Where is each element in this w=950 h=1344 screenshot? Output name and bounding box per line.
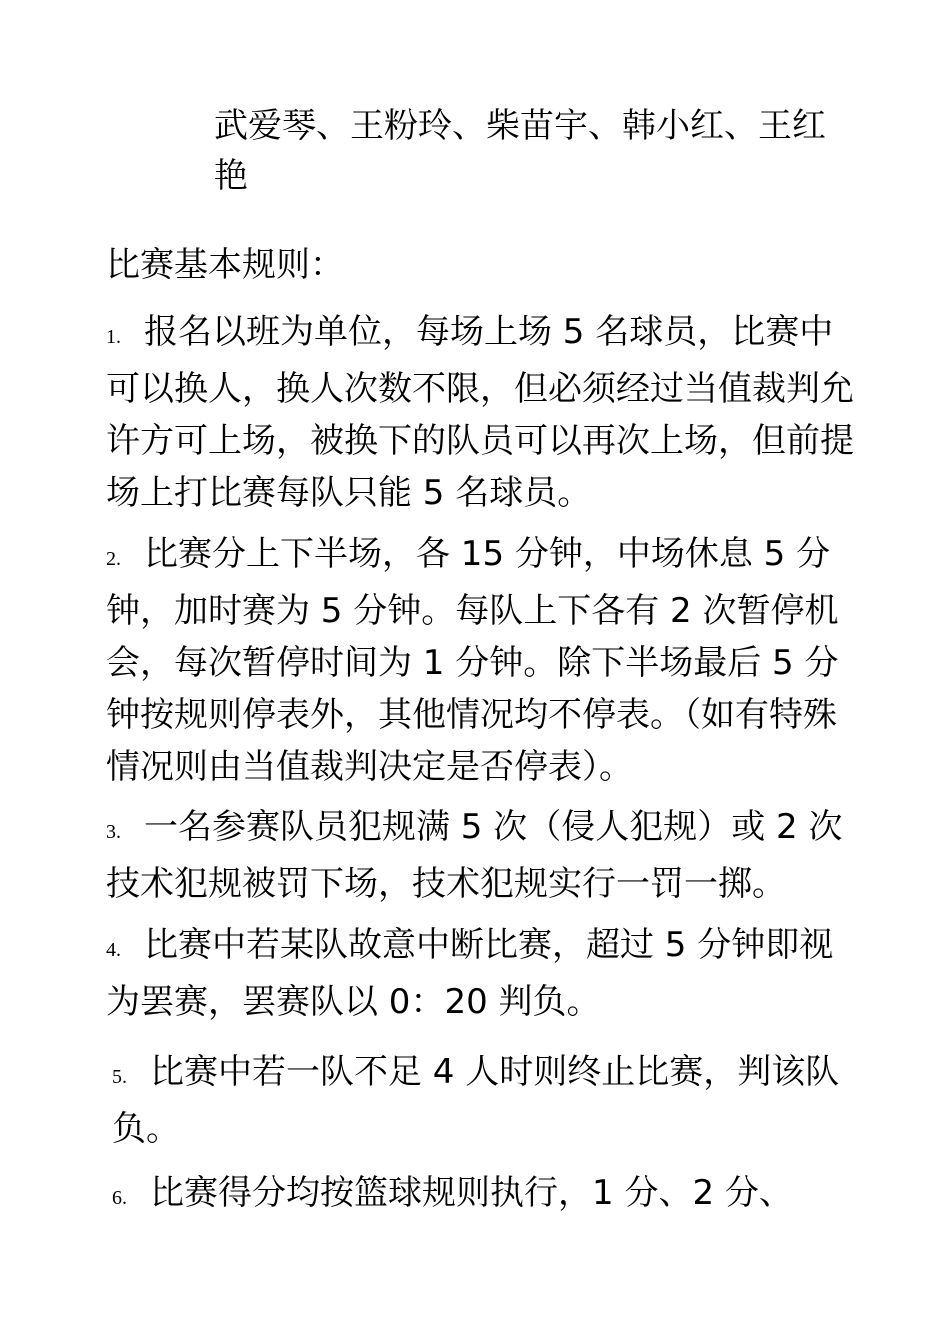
rule-number: 6. <box>112 1187 127 1209</box>
rule-text: 比赛中若一队不足 4 人时则终止比赛，判该队负。 <box>112 1052 840 1149</box>
rule-number: 1. <box>106 326 121 348</box>
rule-number: 2. <box>106 548 121 570</box>
rule-item-3 <box>106 801 866 910</box>
rule-item-4 <box>106 919 866 1028</box>
rule-text: 一名参赛队员犯规满 5 次（侵人犯规）或 2 次技术犯规被罚下场，技术犯规实行一罚一掷。 <box>106 807 843 904</box>
rule-text: 比赛分上下半场，各 15 分钟，中场休息 5 分钟，加时赛为 5 分钟。每队上下各有 2 次暂停机会，每次暂停时间为 1 分钟。除下半场最后 5 分钟按规则停表外，其他情况均不停表。（如有特殊情况则由当值裁判决定是否停表）。 <box>106 534 839 787</box>
rule-item-2 <box>106 528 866 793</box>
section-heading: 比赛基本规则： <box>106 245 344 285</box>
rule-number: 4. <box>106 939 121 961</box>
rule-item-6 <box>112 1167 872 1224</box>
rule-text: 比赛中若某队故意中断比赛，超过 5 分钟即视为罢赛，罢赛队以 0：20 判负。 <box>106 925 834 1022</box>
player-names: 武爱琴、王粉玲、柴苗宇、韩小红、王红艳 <box>214 106 826 196</box>
rule-item-1 <box>106 306 866 519</box>
rule-number: 3. <box>106 821 121 843</box>
rule-text: 比赛得分均按篮球规则执行，1 分、2 分、 <box>150 1173 793 1213</box>
rule-text: 报名以班为单位，每场上场 5 名球员，比赛中可以换人，换人次数不限，但必须经过当值裁判允许方可上场，被换下的队员可以再次上场，但前提场上打比赛每队只能 5 名球员。 <box>106 312 854 513</box>
rule-item-5 <box>112 1046 872 1155</box>
rule-number: 5. <box>112 1066 127 1088</box>
